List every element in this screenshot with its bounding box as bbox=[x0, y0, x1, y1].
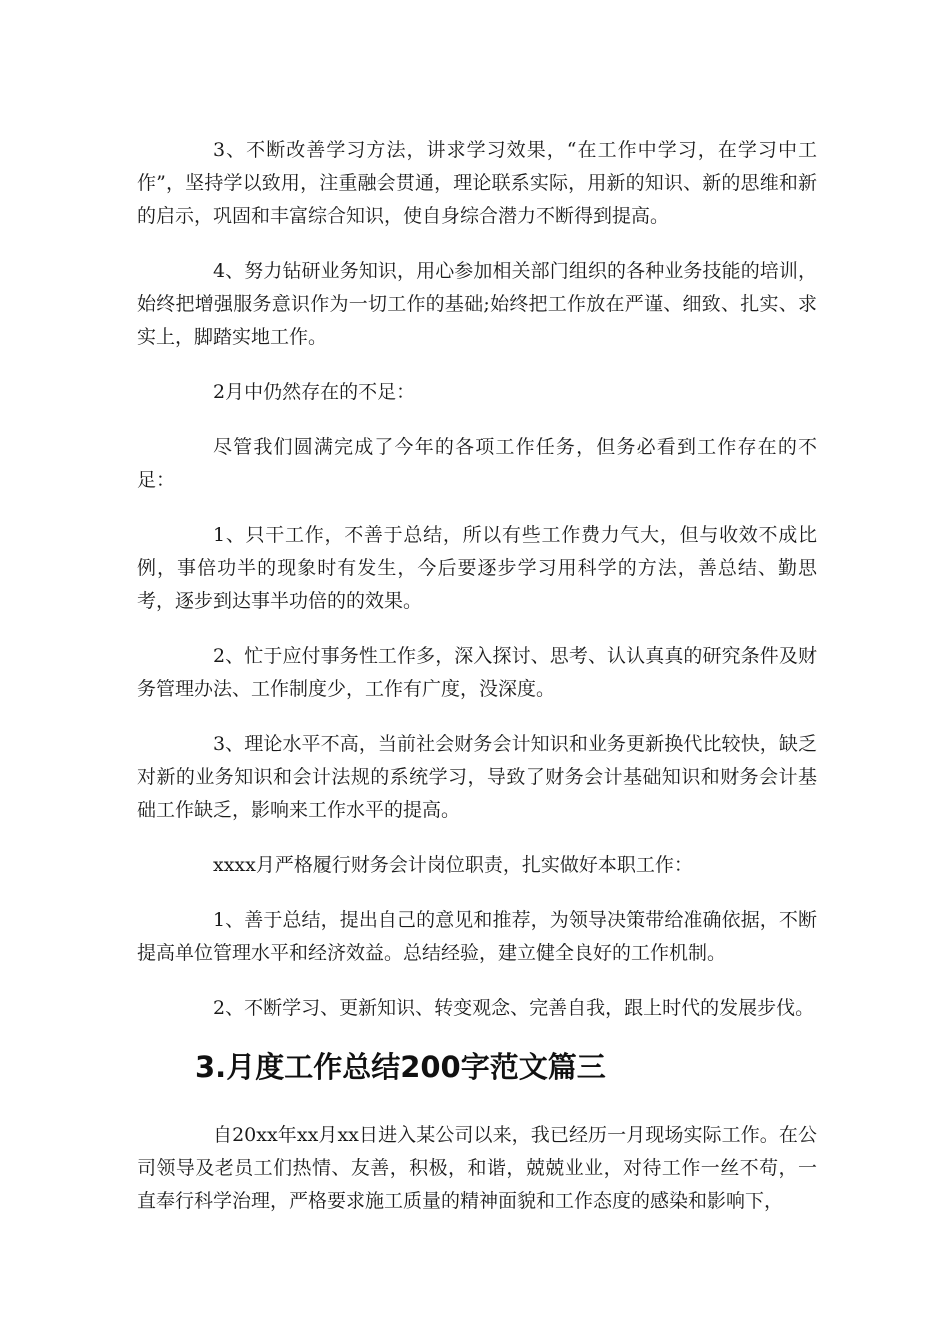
paragraph-duty-2: 2、不断学习、更新知识、转变观念、完善自我，跟上时代的发展步伐。 bbox=[213, 997, 815, 1019]
paragraph-study-method: 3、不断改善学习方法，讲求学习效果，“在工作中学习，在学习中工作”，坚持学以致用，注重融会贯通，理论联系实际，用新的知识、新的思维和新的启示，巩固和丰富综合知识，使自身综合潜力不断得到提高。 bbox=[137, 139, 817, 227]
paragraph-shortcoming-3: 3、理论水平不高，当前社会财务会计知识和业务更新换代比较快，缺乏对新的业务知识和会计法规的系统学习，导致了财务会计基础知识和财务会计基础工作缺乏，影响来工作水平的提高。 bbox=[137, 733, 817, 821]
paragraph-duties-title: xxxx月严格履行财务会计岗位职责，扎实做好本职工作： bbox=[213, 854, 693, 876]
paragraph-business-knowledge: 4、努力钻研业务知识，用心参加相关部门组织的各种业务技能的培训，始终把增强服务意识作为一切工作的基础;始终把工作放在严谨、细致、扎实、求实上，脚踏实地工作。 bbox=[137, 260, 817, 348]
paragraph-shortcoming-1: 1、只干工作，不善于总结，所以有些工作费力气大，但与收效不成比例，事倍功半的现象时有发生，今后要逐步学习用科学的方法，善总结、勤思考，逐步到达事半功倍的的效果。 bbox=[137, 524, 817, 612]
document-body bbox=[137, 134, 817, 1240]
paragraph-shortcomings-intro: 尽管我们圆满完成了今年的各项工作任务，但务必看到工作存在的不足： bbox=[137, 436, 817, 491]
paragraph-section3-intro: 自20xx年xx月xx日进入某公司以来，我已经历一月现场实际工作。在公司领导及老员工们热情、友善，积极，和谐，兢兢业业，对待工作一丝不苟，一直奉行科学治理，严格要求施工质量的精神面貌和工作态度的感染和影响下， bbox=[137, 1124, 817, 1212]
section-heading: 3.月度工作总结200字范文篇三 bbox=[195, 1050, 606, 1084]
paragraph-duty-1: 1、善于总结，提出自己的意见和推荐，为领导决策带给准确依据，不断提高单位管理水平和经济效益。总结经验，建立健全良好的工作机制。 bbox=[137, 909, 817, 964]
paragraph-shortcomings-title: 2月中仍然存在的不足： bbox=[213, 381, 416, 403]
paragraph-shortcoming-2: 2、忙于应付事务性工作多，深入探讨、思考、认认真真的研究条件及财务管理办法、工作制度少，工作有广度，没深度。 bbox=[137, 645, 817, 700]
